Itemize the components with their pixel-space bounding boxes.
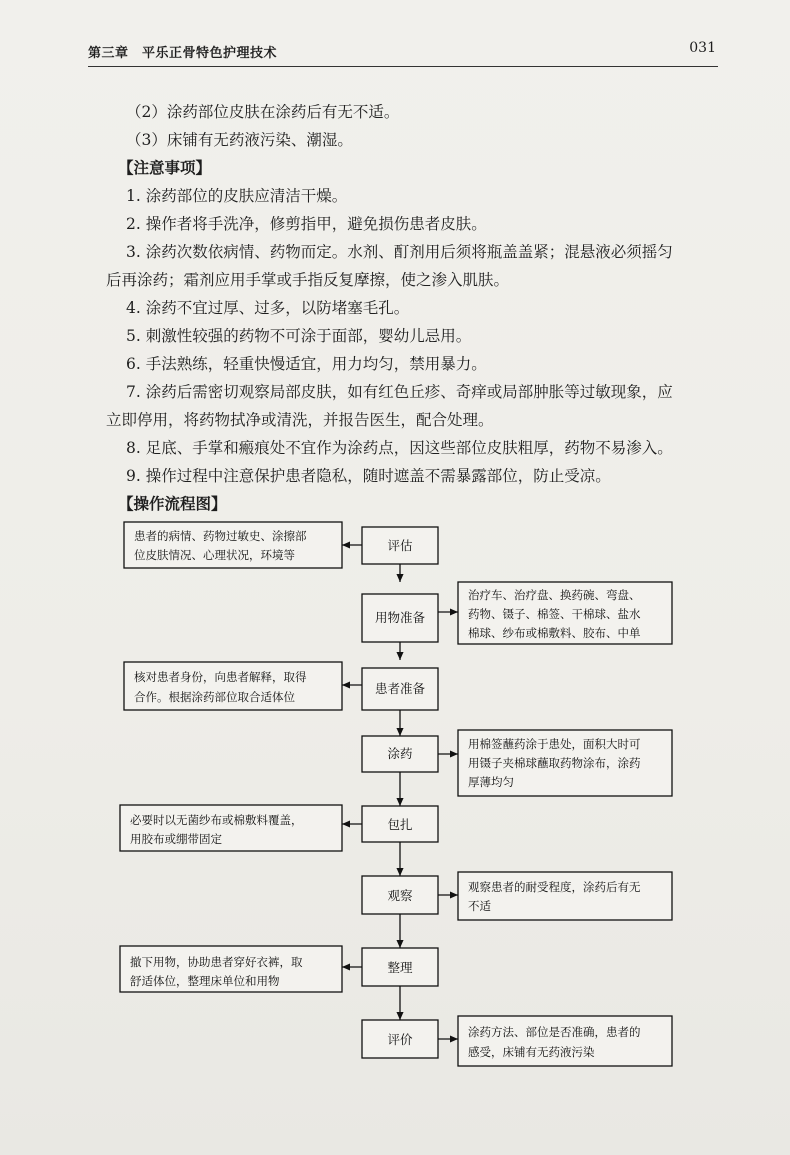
svg-text:药物、镊子、棉签、干棉球、盐水: 药物、镊子、棉签、干棉球、盐水 (468, 607, 641, 621)
step-bandage (362, 806, 438, 842)
note-supplies (458, 582, 672, 644)
svg-text:棉球、纱布或棉敷料、胶布、中单: 棉球、纱布或棉敷料、胶布、中单 (468, 626, 641, 640)
svg-text:用胶布或绷带固定: 用胶布或绷带固定 (130, 832, 222, 846)
svg-text:舒适体位，整理床单位和用物: 舒适体位，整理床单位和用物 (130, 974, 280, 988)
note-observe (458, 872, 672, 920)
notes-title: 【注意事项】 (118, 159, 212, 177)
svg-text:撤下用物，协助患者穿好衣裤，取: 撤下用物，协助患者穿好衣裤，取 (130, 955, 303, 969)
note-item: 3. 涂药次数依病情、药物而定。水剂、酊剂用后须将瓶盖盖紧；混悬液必须摇匀 (126, 243, 673, 261)
step-prepare-supplies (362, 594, 438, 642)
note-item: 1. 涂药部位的皮肤应清洁干燥。 (126, 187, 348, 205)
svg-text:位皮肤情况、心理状况，环境等: 位皮肤情况、心理状况，环境等 (134, 548, 295, 562)
svg-text:观察: 观察 (387, 888, 413, 903)
svg-text:用镊子夹棉球蘸取药物涂布，涂药: 用镊子夹棉球蘸取药物涂布，涂药 (468, 756, 641, 770)
evaluation-item: （2）涂药部位皮肤在涂药后有无不适。 (126, 103, 400, 121)
note-assess (124, 522, 342, 568)
step-apply-medicine (362, 736, 438, 772)
note-item: 8. 足底、手掌和瘢痕处不宜作为涂药点，因这些部位皮肤粗厚，药物不易渗入。 (126, 439, 673, 457)
step-observe (362, 876, 438, 914)
note-item-continued: 后再涂药；霜剂应用手掌或手指反复摩擦，使之渗入肌肤。 (106, 271, 510, 289)
svg-text:用物准备: 用物准备 (374, 610, 426, 625)
svg-text:包扎: 包扎 (387, 817, 413, 832)
note-item-continued: 立即停用，将药物拭净或清洗，并报告医生，配合处理。 (106, 411, 494, 429)
svg-text:评价: 评价 (387, 1032, 413, 1047)
svg-text:感受，床铺有无药液污染: 感受，床铺有无药液污染 (468, 1045, 595, 1059)
note-tidy-up (120, 946, 342, 992)
svg-text:患者准备: 患者准备 (374, 681, 426, 696)
svg-text:必要时以无菌纱布或棉敷料覆盖，: 必要时以无菌纱布或棉敷料覆盖， (130, 813, 303, 827)
svg-text:涂药方法、部位是否准确，患者的: 涂药方法、部位是否准确，患者的 (468, 1025, 641, 1039)
note-item: 4. 涂药不宜过厚、过多，以防堵塞毛孔。 (126, 299, 410, 317)
page-number: 031 (689, 40, 716, 56)
svg-text:不适: 不适 (468, 899, 491, 913)
note-bandage (120, 805, 342, 851)
note-item: 9. 操作过程中注意保护患者隐私，随时遮盖不需暴露部位，防止受凉。 (126, 467, 611, 485)
svg-text:核对患者身份，向患者解释，取得: 核对患者身份，向患者解释，取得 (134, 670, 307, 684)
svg-text:评估: 评估 (387, 538, 413, 553)
step-tidy-up (362, 948, 438, 986)
chapter-title: 第三章 平乐正骨特色护理技术 (88, 46, 278, 61)
note-item: 5. 刺激性较强的药物不可涂于面部，婴幼儿忌用。 (126, 327, 472, 345)
svg-text:治疗车、治疗盘、换药碗、弯盘、: 治疗车、治疗盘、换药碗、弯盘、 (468, 588, 641, 602)
svg-text:涂药: 涂药 (387, 746, 413, 761)
svg-text:患者的病情、药物过敏史、涂擦部: 患者的病情、药物过敏史、涂擦部 (134, 529, 307, 543)
svg-text:合作。根据涂药部位取合适体位: 合作。根据涂药部位取合适体位 (134, 690, 295, 704)
step-evaluate (362, 1020, 438, 1058)
note-item: 7. 涂药后需密切观察局部皮肤，如有红色丘疹、奇痒或局部肿胀等过敏现象，应 (126, 383, 673, 401)
flow-title: 【操作流程图】 (118, 495, 227, 513)
evaluation-item: （3）床铺有无药液污染、潮湿。 (126, 131, 353, 149)
svg-text:用棉签蘸药涂于患处，面积大时可: 用棉签蘸药涂于患处，面积大时可 (468, 737, 641, 751)
note-item: 2. 操作者将手洗净，修剪指甲，避免损伤患者皮肤。 (126, 215, 487, 233)
note-patient-preparation (124, 662, 342, 710)
note-item: 6. 手法熟练，轻重快慢适宜，用力均匀，禁用暴力。 (126, 355, 487, 373)
svg-text:整理: 整理 (387, 960, 413, 975)
step-prepare-patient (362, 668, 438, 710)
svg-text:厚薄均匀: 厚薄均匀 (468, 775, 514, 789)
step-assess (362, 527, 438, 564)
note-evaluate (458, 1016, 672, 1066)
svg-text:观察患者的耐受程度，涂药后有无: 观察患者的耐受程度，涂药后有无 (468, 880, 641, 894)
note-apply-medicine (458, 730, 672, 796)
